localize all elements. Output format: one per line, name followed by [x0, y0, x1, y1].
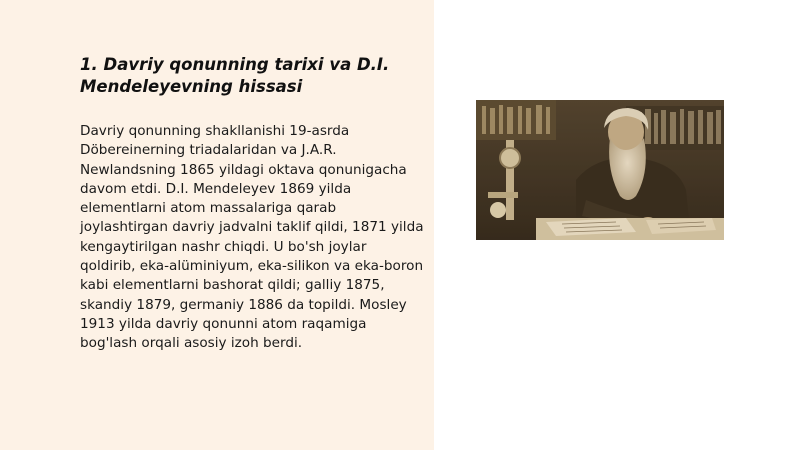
slide-body-text: Davriy qonunning shakllanishi 19-asrda Döbereinerning triadalaridan va J.A.R. Newlandsning 1865 yildagi oktava qonunigacha davom etdi. D.I. Mendeleyev 1869 yilda elementlarni atom massalariga qarab joylashtirgan davriy jadvalni taklif qildi, 1871 yilda kengaytirilgan nashr chiqdi. U bo'sh joylar qoldirib, eka-alüminiyum, eka-silikon va eka-boron kabi elementlarni bashorat qildi; galliy 1875, skandiy 1879, germaniy 1886 da topildi. Mosley 1913 yilda davriy qonunni atom raqamiga bog'lash orqali asosiy izoh berdi. — [80, 123, 424, 352]
slide-title: 1. Davriy qonunning tarixi va D.I. Mendeleyevning hissasi — [80, 55, 390, 96]
portrait-photo-icon — [476, 100, 724, 240]
mendeleyev-photo — [476, 100, 724, 240]
